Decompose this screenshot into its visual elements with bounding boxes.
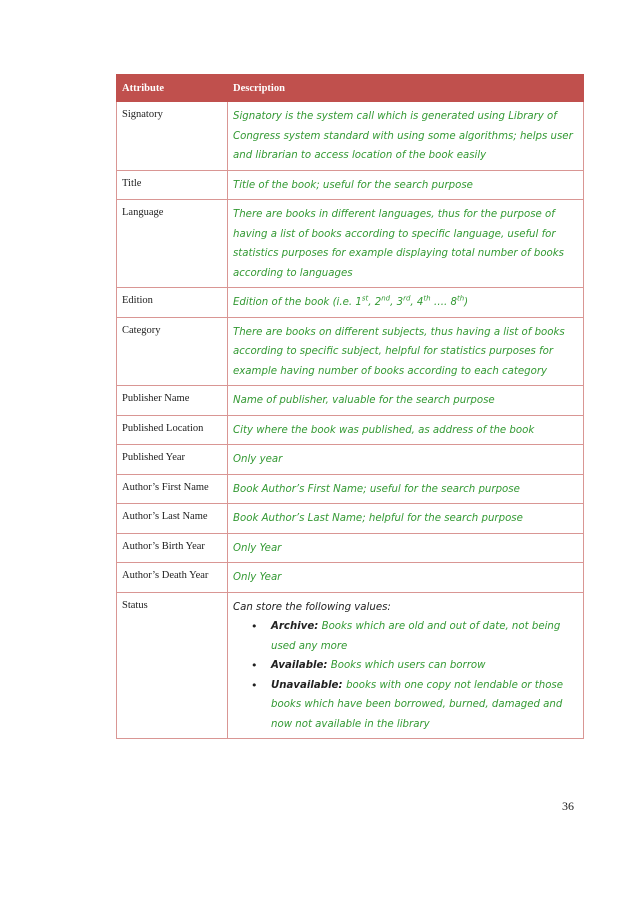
status-name: Archive: xyxy=(271,621,319,632)
list-item xyxy=(251,656,578,676)
ordinal-suffix: rd xyxy=(403,294,411,303)
ordinal-2: 2 xyxy=(374,297,382,308)
row-description: Only Year xyxy=(228,533,584,563)
row-description: Book Author’s First Name; useful for the search purpose xyxy=(228,474,584,504)
list-item xyxy=(251,617,578,656)
table-row xyxy=(117,288,584,318)
separator: , xyxy=(390,297,397,308)
ordinal-suffix: th xyxy=(456,294,465,303)
row-description-status xyxy=(228,592,584,739)
ordinal-suffix: th xyxy=(423,294,431,303)
status-text: Books which are old and out of date, not being used any more xyxy=(271,621,561,652)
row-attribute: Author’s First Name xyxy=(117,474,228,504)
table-row xyxy=(117,415,584,445)
status-name: Unavailable: xyxy=(271,679,347,691)
status-text: Books which users can borrow xyxy=(330,660,486,671)
table-header-row xyxy=(117,75,584,102)
table-row xyxy=(117,563,584,593)
table-row xyxy=(117,445,584,475)
row-description-edition xyxy=(228,288,584,318)
row-description: There are books in different languages, thus for the purpose of having a list of books according to specific language, useful for statistics purposes for example displaying total number of books according to languages xyxy=(228,200,584,288)
row-description: Only Year xyxy=(228,563,584,593)
ordinal-8: 8 xyxy=(450,297,457,308)
row-attribute: Author’s Birth Year xyxy=(117,533,228,563)
attribute-table xyxy=(116,74,584,739)
row-description: Title of the book; useful for the search purpose xyxy=(228,170,584,200)
row-attribute: Language xyxy=(117,200,228,288)
table-row xyxy=(117,504,584,534)
table-row xyxy=(117,386,584,416)
edition-suffix: ) xyxy=(464,297,469,308)
bullet-icon: • xyxy=(251,620,258,633)
list-item xyxy=(251,676,578,735)
row-description: Book Author’s Last Name; helpful for the search purpose xyxy=(228,504,584,534)
row-description: Signatory is the system call which is generated using Library of Congress system standard with using some algorithms; helps user and librarian to access location of the book easily xyxy=(228,102,584,171)
row-description: Only year xyxy=(228,445,584,475)
table-row xyxy=(117,474,584,504)
row-description: City where the book was published, as address of the book xyxy=(228,415,584,445)
header-attribute: Attribute xyxy=(117,75,228,102)
row-attribute: Published Location xyxy=(117,415,228,445)
ellipsis: …. xyxy=(430,297,451,308)
bullet-icon: • xyxy=(251,678,258,692)
row-attribute: Edition xyxy=(117,288,228,318)
ordinal-suffix: nd xyxy=(381,294,391,303)
edition-prefix: Edition of the book (i.e. xyxy=(233,297,356,308)
ordinal-4: 4 xyxy=(416,297,424,308)
row-description: Name of publisher, valuable for the search purpose xyxy=(228,386,584,416)
header-description: Description xyxy=(228,75,584,102)
status-name: Available: xyxy=(271,660,328,671)
row-attribute: Published Year xyxy=(117,445,228,475)
row-attribute: Signatory xyxy=(117,102,228,171)
row-attribute: Category xyxy=(117,317,228,386)
row-description: There are books on different subjects, thus having a list of books according to specific subject, helpful for statistics purposes for example having number of books according to each category xyxy=(228,317,584,386)
bullet-icon: • xyxy=(251,659,258,672)
separator: , xyxy=(368,297,375,308)
table-row xyxy=(117,317,584,386)
table-row xyxy=(117,170,584,200)
status-values-list xyxy=(233,617,578,734)
ordinal-3: 3 xyxy=(396,297,404,308)
page-number: 36 xyxy=(562,799,574,813)
status-text: books with one copy not lendable or those books which have been borrowed, burned, damaged and now not available in the library xyxy=(271,679,563,730)
row-attribute: Publisher Name xyxy=(117,386,228,416)
ordinal-1: 1 xyxy=(355,297,362,308)
status-lead: Can store the following values: xyxy=(233,601,391,613)
table-row xyxy=(117,102,584,171)
row-attribute: Author’s Last Name xyxy=(117,504,228,534)
row-attribute: Status xyxy=(117,592,228,739)
table-row xyxy=(117,533,584,563)
ordinal-suffix: st xyxy=(361,294,369,303)
row-attribute: Author’s Death Year xyxy=(117,563,228,593)
row-attribute: Title xyxy=(117,170,228,200)
separator: , xyxy=(410,297,417,308)
table-row xyxy=(117,592,584,739)
table-row xyxy=(117,200,584,288)
